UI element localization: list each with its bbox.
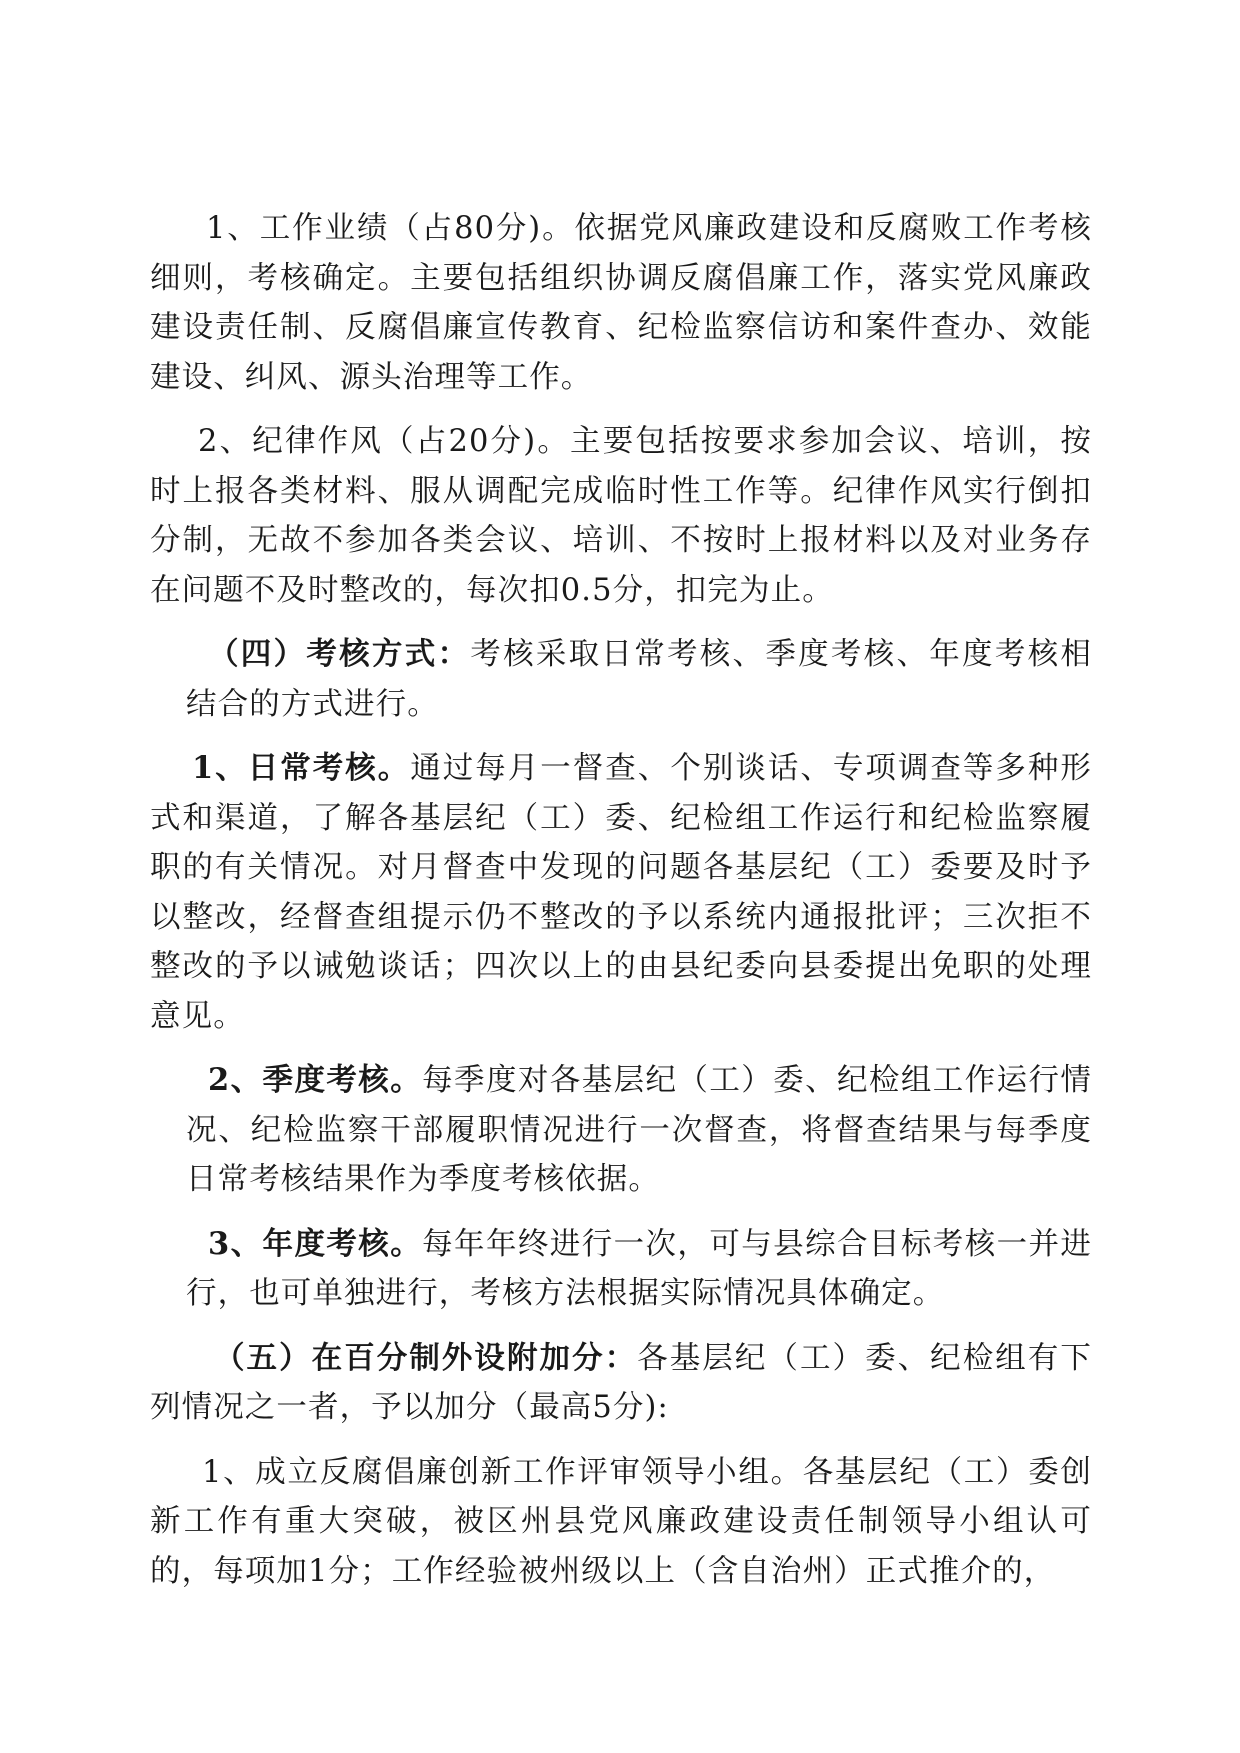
heading-annual-assessment: 3、年度考核。 (208, 1225, 423, 1262)
heading-quarterly-assessment: 2、季度考核。 (208, 1062, 423, 1098)
paragraph-assessment-method (150, 630, 1092, 729)
text-quarterly-assessment: 每季度对各基层纪（工）委、纪检组工作运行情况、纪检监察干部履职情况进行一次督查，将督查结果与每季度日常考核结果作为季度考核依据。 (186, 1063, 1092, 1197)
section-heading-bonus-points: （五）在百分制外设附加分： (214, 1339, 638, 1376)
section-text-assessment-method: 考核采取日常考核、季度考核、年度考核相结合的方式进行。 (186, 637, 1092, 722)
paragraph-daily-assessment (150, 744, 1092, 1041)
paragraph-discipline-style: 2、纪律作风（占20分)。主要包括按要求参加会议、培训，按时上报各类材料、服从调配完成临时性工作等。纪律作风实行倒扣分制，无故不参加各类会议、培训、不按时上报材料以及对业务存在问题不及时整改的，每次扣0.5分，扣完为止。 (150, 424, 1092, 608)
paragraph-innovation-group: 1、成立反腐倡廉创新工作评审领导小组。各基层纪（工）委创新工作有重大突破，被区州县党风廉政建设责任制领导小组认可的，每项加1分；工作经验被州级以上（含自治州）正式推介的， (150, 1454, 1092, 1589)
paragraph-work-performance: 1、工作业绩（占80分)。依据党风廉政建设和反腐败工作考核细则，考核确定。主要包括组织协调反腐倡廉工作，落实党风廉政建设责任制、反腐倡廉宣传教育、纪检监察信访和案件查办、效能建设、纠风、源头治理等工作。 (150, 211, 1092, 395)
section-heading-assessment-method: （四）考核方式： (208, 636, 471, 672)
heading-daily-assessment: 1、日常考核。 (192, 750, 411, 786)
text-annual-assessment: 每年年终进行一次，可与县综合目标考核一并进行，也可单独进行，考核方法根据实际情况具体确定。 (186, 1226, 1092, 1311)
section-text-bonus-points: 各基层纪（工）委、纪检组有下列情况之一者，予以加分（最高5分): (150, 1340, 1092, 1425)
paragraph-quarterly-assessment (150, 1056, 1092, 1205)
document-page (150, 204, 1092, 1611)
text-daily-assessment: 通过每月一督查、个别谈话、专项调查等多种形式和渠道，了解各基层纪（工）委、纪检组工作运行和纪检监察履职的有关情况。对月督查中发现的问题各基层纪（工）委要及时予以整改，经督查组提示仍不整改的予以系统内通报批评；三次拒不整改的予以诫勉谈话；四次以上的由县纪委向县委提出免职的处理意见。 (150, 751, 1092, 1034)
paragraph-annual-assessment (150, 1220, 1092, 1319)
paragraph-bonus-points (150, 1334, 1092, 1433)
